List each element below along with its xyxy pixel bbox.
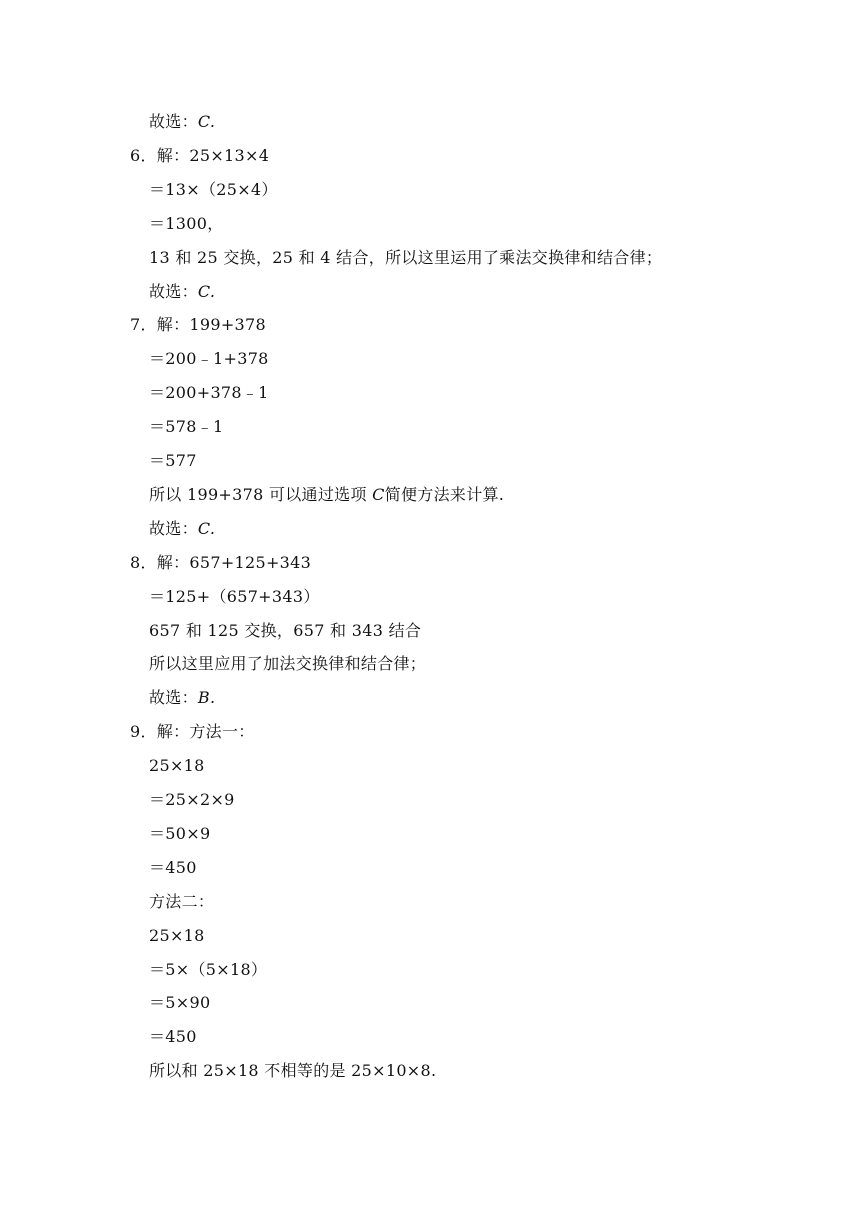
solution-heading-line [130, 722, 255, 742]
text-run: ＝450 [149, 1027, 197, 1047]
solution-text-line [149, 1061, 436, 1081]
solution-text-line [149, 180, 278, 200]
text-run: 13 和 25 交换，25 和 4 结合，所以这里运用了乘法交换律和结合律； [149, 247, 663, 267]
solution-text-line [149, 892, 214, 912]
solution-text-line [149, 688, 215, 708]
text-run: ＝5×（5×18） [149, 959, 268, 979]
solution-text-line [149, 485, 504, 505]
italic-option-letter: C. [197, 281, 216, 301]
text-run: ＝1300， [149, 213, 224, 233]
text-run: 25×18 [149, 756, 205, 776]
solution-text-line [149, 1027, 197, 1047]
text-run: 8．解：657+125+343 [130, 552, 312, 572]
text-run: ＝25×2×9 [149, 790, 235, 809]
solution-text-line [149, 214, 224, 234]
italic-option-letter: C [372, 484, 385, 504]
italic-option-letter: B. [197, 688, 216, 708]
text-run: 7．解：199+378 [130, 315, 266, 335]
solution-text-line [149, 248, 662, 268]
text-run: 方法二： [149, 891, 215, 911]
solution-text-line [149, 654, 426, 674]
text-run: ＝577 [149, 451, 197, 470]
solution-text-line [149, 790, 235, 810]
solution-text-line [149, 519, 215, 539]
solution-text-line [149, 349, 269, 369]
solution-text-line [149, 282, 215, 302]
text-run: 所以 199+378 可以通过选项 [149, 484, 373, 504]
text-run: 657 和 125 交换，657 和 343 结合 [149, 620, 422, 640]
solution-text-line [149, 993, 210, 1013]
text-run: ＝200+378﹣1 [149, 383, 269, 403]
solution-text-line [149, 858, 197, 878]
solution-heading-line [130, 553, 311, 573]
text-run: ＝200﹣1+378 [149, 349, 269, 369]
text-run: 故选： [149, 518, 198, 538]
text-run: ＝5×90 [149, 993, 211, 1013]
solution-text-line [149, 926, 205, 946]
solution-text-line [149, 451, 197, 471]
solution-text-line [149, 756, 205, 776]
solution-heading-line [130, 315, 266, 335]
solution-text-line [149, 112, 215, 132]
text-run: 所以这里应用了加法交换律和结合律； [149, 654, 427, 674]
text-run: ＝13×（25×4） [149, 179, 278, 199]
text-run: ＝50×9 [149, 823, 211, 843]
text-run: 故选： [149, 112, 198, 131]
solution-text-line [149, 960, 267, 980]
solution-text-line [149, 383, 269, 403]
text-run: ＝450 [149, 857, 197, 877]
text-run: 故选： [149, 281, 198, 301]
solution-text-line [149, 824, 210, 844]
text-run: 故选： [149, 688, 198, 708]
text-run: ＝125+（657+343） [149, 586, 320, 606]
solution-text-line [149, 417, 224, 437]
solution-text-line [149, 621, 421, 641]
text-run: 9．解：方法一： [130, 722, 255, 742]
solution-heading-line [130, 146, 269, 166]
text-run: 25×18 [149, 925, 205, 945]
italic-option-letter: C. [197, 112, 216, 131]
italic-option-letter: C. [197, 518, 216, 538]
text-run: 简便方法来计算. [384, 484, 505, 504]
text-run: 6．解：25×13×4 [130, 145, 270, 165]
text-run: 所以和 25×18 不相等的是 25×10×8. [149, 1061, 437, 1081]
text-run: ＝578﹣1 [149, 417, 224, 437]
solution-text-line [149, 587, 320, 607]
